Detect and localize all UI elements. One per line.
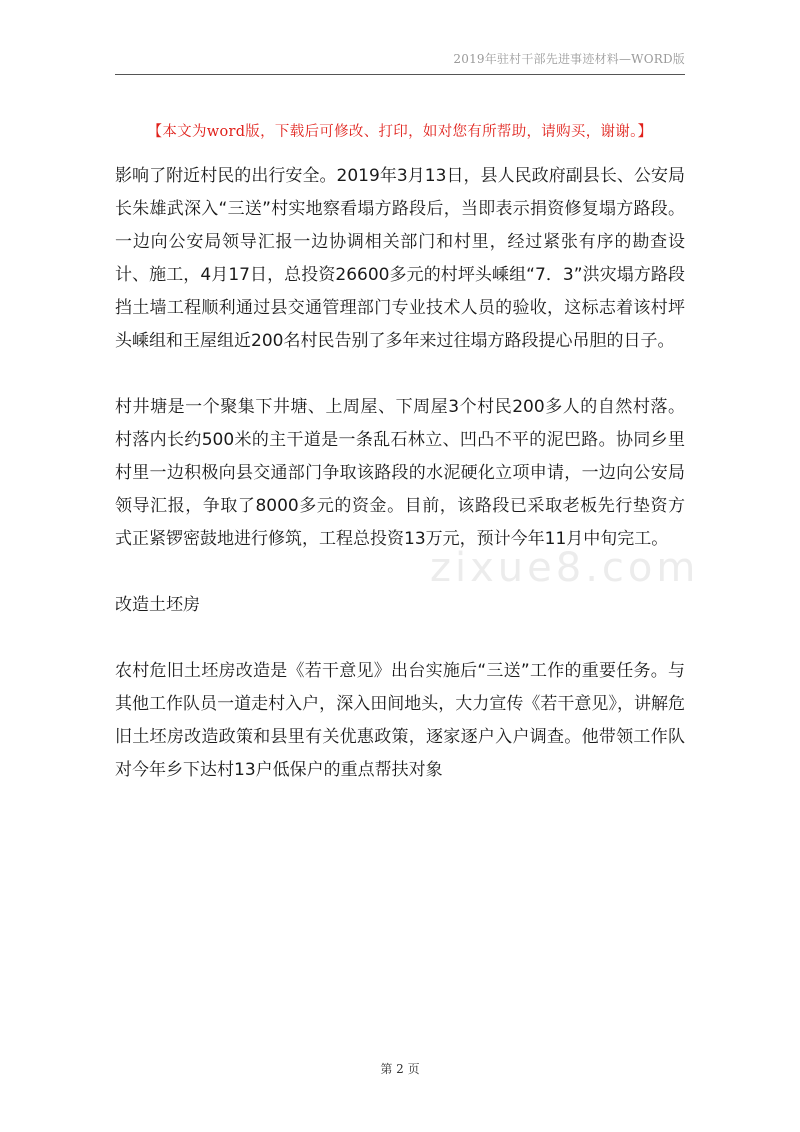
paragraph-village-road: 村井塘是一个聚集下井塘、上周屋、下周屋3个村民200多人的自然村落。村落内长约500米的主干道是一条乱石林立、凹凸不平的泥巴路。协同乡里村里一边积极向县交通部门争取该路段的水泥硬化立项申请，一边向公安局领导汇报，争取了8000多元的资金。目前，该路段已采取老板先行垫资方式正紧锣密鼓地进行修筑，工程总投资13万元，预计今年11月中旬完工。 bbox=[115, 397, 685, 549]
document-body bbox=[115, 160, 685, 787]
purchase-notice: 【本文为word版，下载后可修改、打印，如对您有所帮助，请购买，谢谢。】 bbox=[147, 124, 653, 140]
paragraph-road-repair: 影响了附近村民的出行安全。2019年3月13日，县人民政府副县长、公安局长朱雄武深入“三送”村实地察看塌方路段后，当即表示捐资修复塌方路段。一边向公安局领导汇报一边协调相关部门和村里，经过紧张有序的勘查设计、施工，4月17日，总投资26600多元的村坪头嵊组“7．3”洪灾塌方路段挡土墙工程顺利通过县交通管理部门专业技术人员的验收，这标志着该村坪头嵊组和王屋组近200名村民告别了多年来过往塌方路段提心吊胆的日子。 bbox=[115, 166, 685, 351]
page-number: 第 2 页 bbox=[380, 1062, 420, 1076]
section-heading: 改造土坯房 bbox=[115, 595, 200, 615]
header-divider bbox=[115, 74, 685, 75]
page-header: 2019年驻村干部先进事迹材料—WORD版 bbox=[453, 52, 685, 66]
paragraph-housing: 农村危旧土坯房改造是《若干意见》出台实施后“三送”工作的重要任务。与其他工作队员一道走村入户，深入田间地头，大力宣传《若干意见》，讲解危旧土坯房改造政策和县里有关优惠政策，逐家逐户入户调查。他带领工作队对今年乡下达村13户低保户的重点帮扶对象 bbox=[115, 661, 685, 780]
watermark: zixue8.com bbox=[430, 545, 700, 591]
